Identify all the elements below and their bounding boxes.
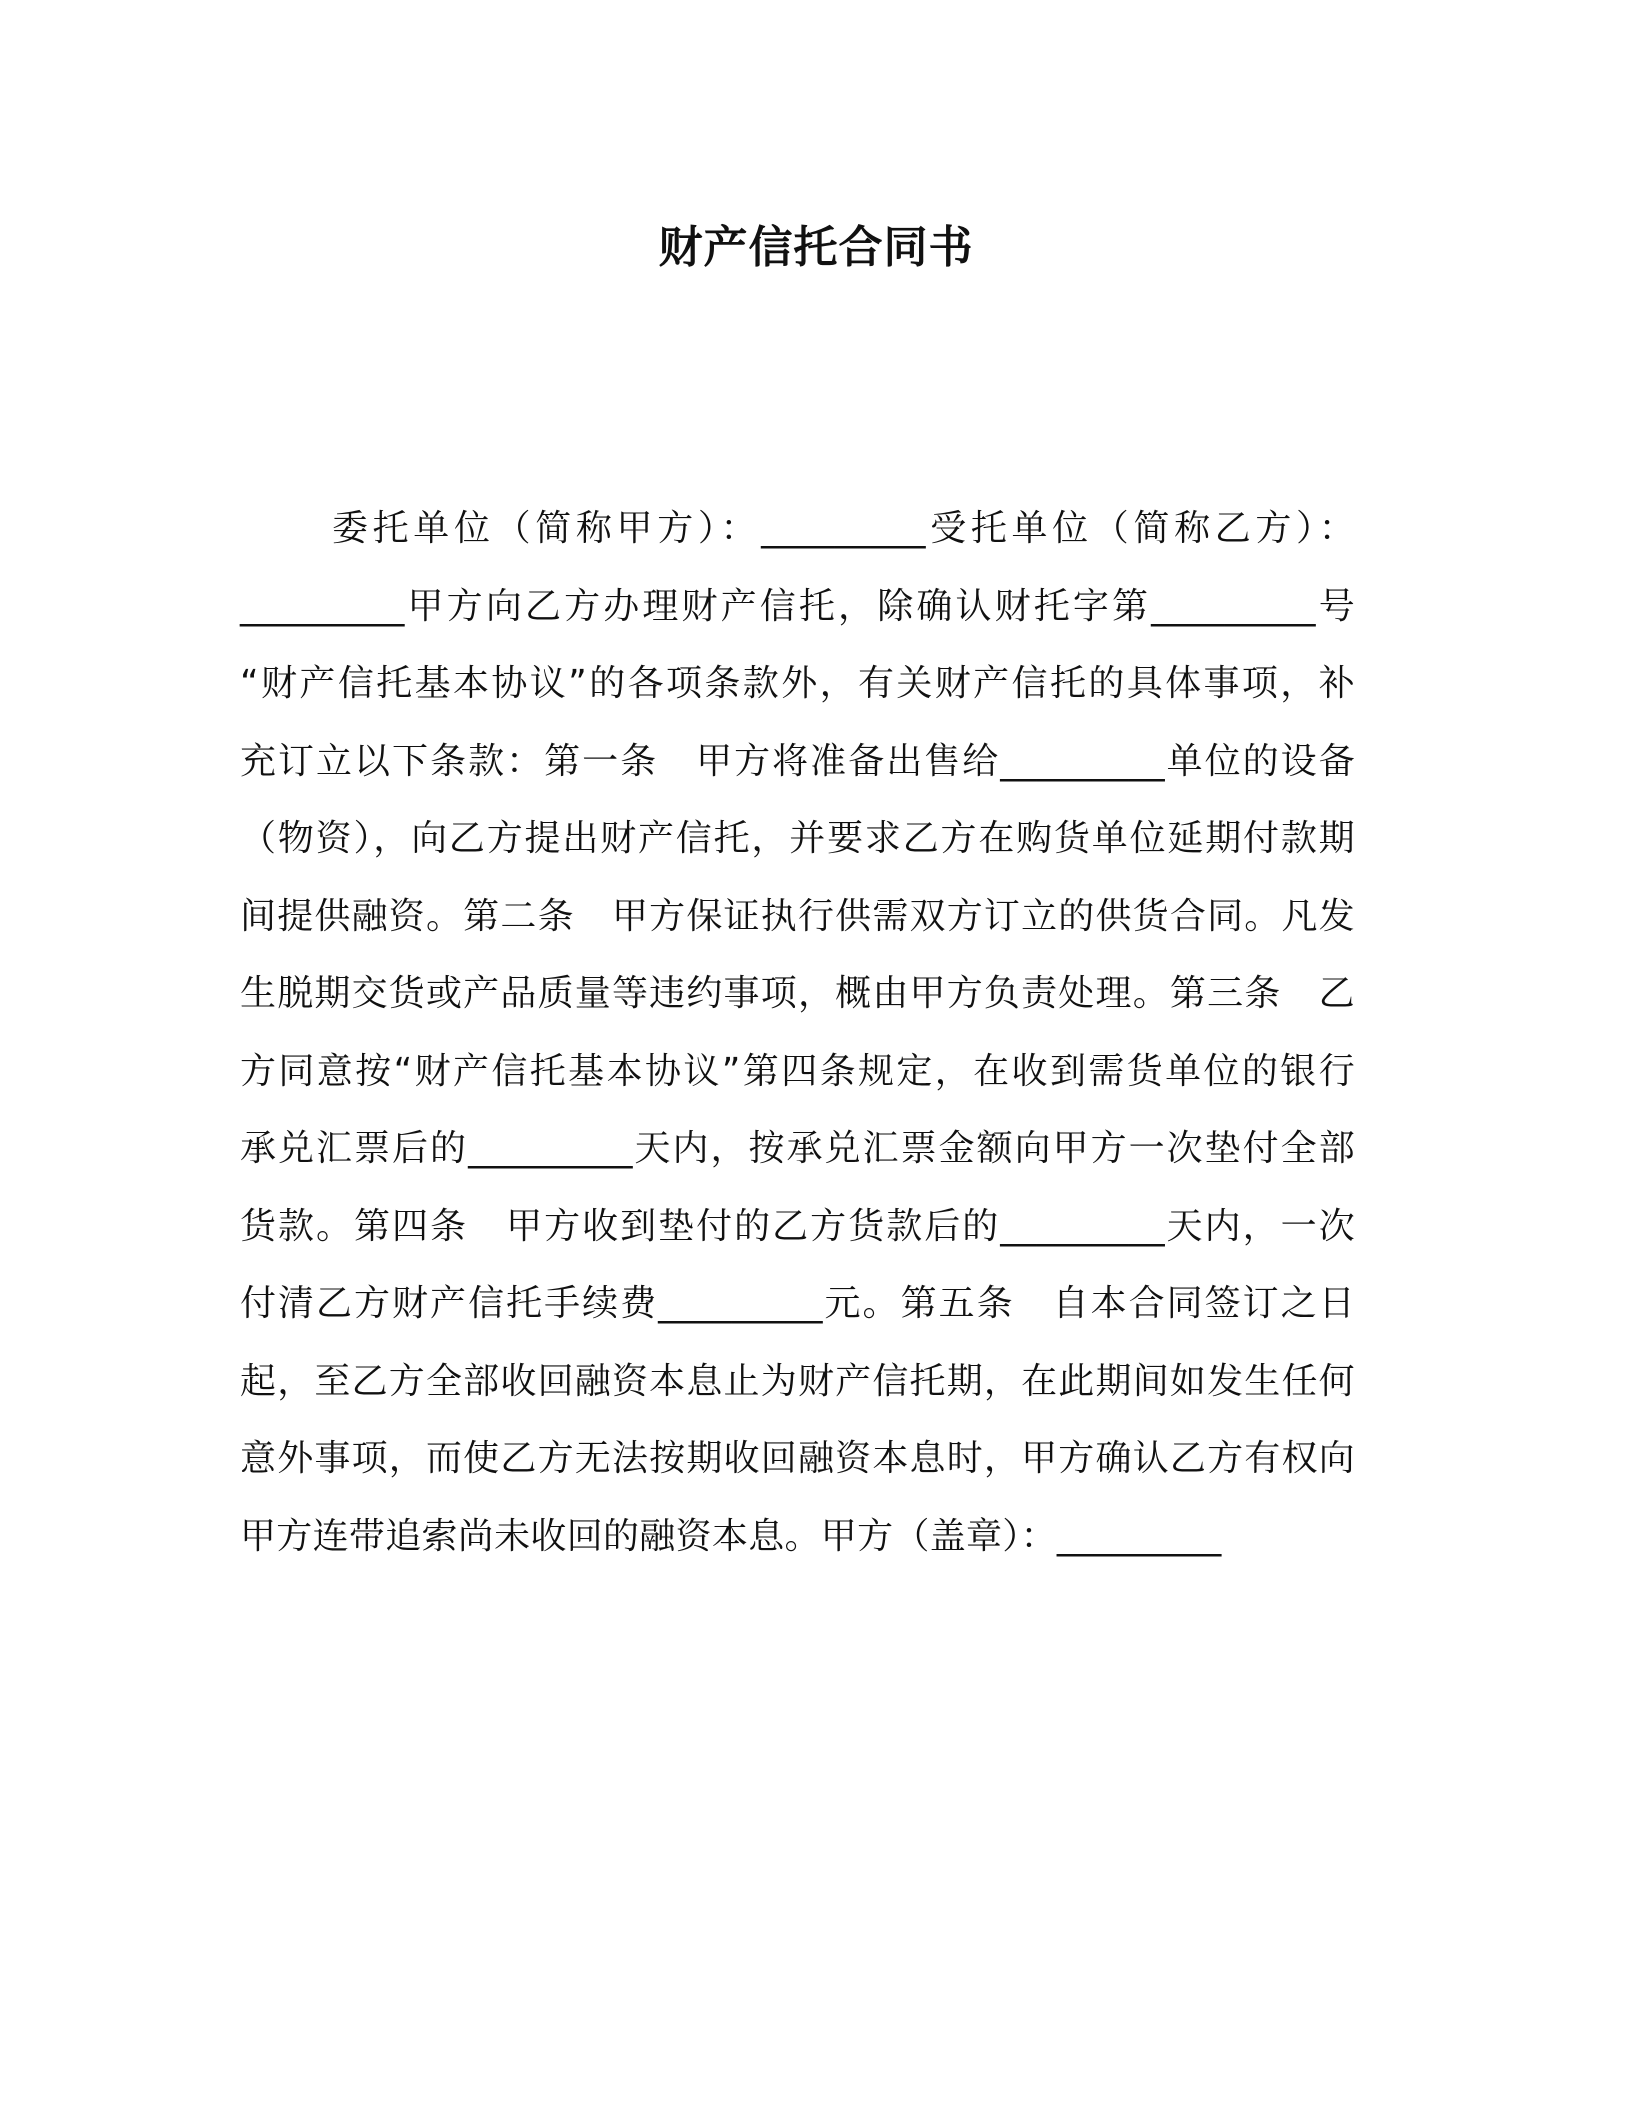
contract-line-5: （物资），向乙方提出财产信托，并要求乙方在购货单位延期付款期 — [240, 818, 1355, 859]
contract-line-8: 方同意按“财产信托基本协议”第四条规定，在收到需货单位的银行 — [240, 1050, 1355, 1092]
contract-line-3: “财产信托基本协议”的各项条款外，有关财产信托的具体事项，补 — [240, 663, 1355, 704]
contract-line-12: 起，至乙方全部收回融资本息止为财产信托期，在此期间如发生任何 — [240, 1360, 1355, 1402]
contract-line-1: 委托单位（简称甲方）：_________受托单位（简称乙方）： — [332, 508, 1355, 549]
document-title: 财产信托合同书 — [658, 222, 974, 273]
contract-line-2: _________甲方向乙方办理财产信托，除确认财托字第_________号 — [240, 585, 1355, 627]
contract-line-11: 付清乙方财产信托手续费_________元。第五条 自本合同签订之日 — [240, 1283, 1355, 1324]
contract-line-4: 充订立以下条款：第一条 甲方将准备出售给_________单位的设备 — [240, 740, 1355, 782]
contract-line-9: 承兑汇票后的_________天内，按承兑汇票金额向甲方一次垫付全部 — [240, 1128, 1355, 1169]
contract-line-6: 间提供融资。第二条 甲方保证执行供需双方订立的供货合同。凡发 — [240, 895, 1355, 937]
contract-body — [240, 490, 1355, 1575]
contract-line-10: 货款。第四条 甲方收到垫付的乙方货款后的_________天内，一次 — [240, 1205, 1355, 1247]
contract-line-14: 甲方连带追索尚未收回的融资本息。甲方（盖章）：_________ — [240, 1515, 1222, 1557]
contract-line-13: 意外事项，而使乙方无法按期收回融资本息时，甲方确认乙方有权向 — [240, 1438, 1355, 1479]
contract-line-7: 生脱期交货或产品质量等违约事项，概由甲方负责处理。第三条 乙 — [240, 973, 1355, 1014]
